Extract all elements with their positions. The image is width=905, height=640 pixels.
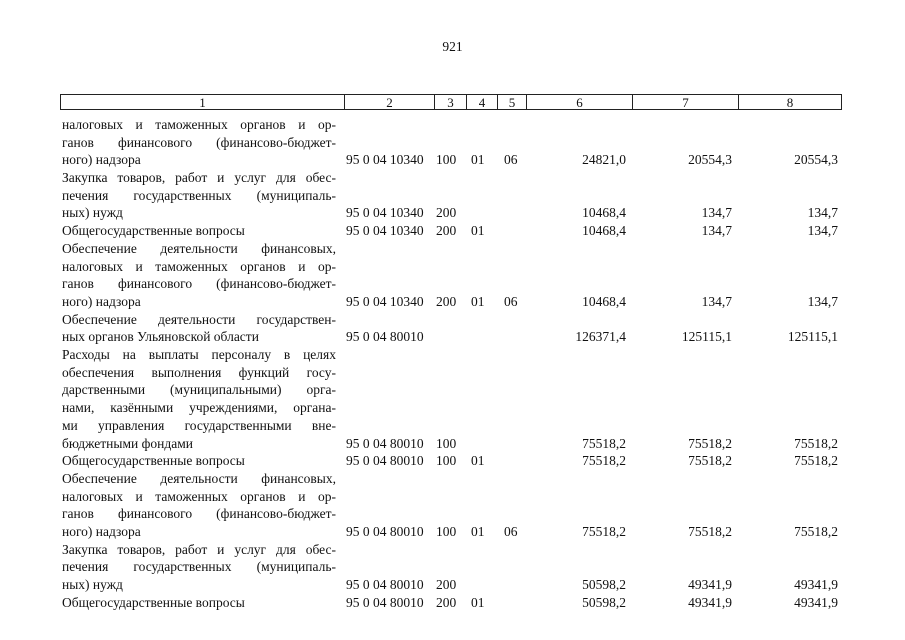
description-line: нами, казёнными учреждениями, органа- (62, 400, 336, 416)
amount-col-8: 75518,2 (794, 453, 838, 469)
section: 01 (471, 453, 485, 469)
header-col-7: 7 (633, 95, 739, 109)
description-line: Закупка товаров, работ и услуг для обес- (62, 170, 336, 186)
description-line: Общегосударственные вопросы (62, 594, 245, 610)
row-description (62, 346, 336, 452)
target-code: 95 0 04 10340 (346, 223, 424, 239)
header-col-4: 4 (467, 95, 498, 109)
section: 01 (471, 524, 485, 540)
table-row (0, 452, 905, 470)
table-row (0, 470, 905, 541)
amount-col-7: 75518,2 (688, 453, 732, 469)
row-description (62, 452, 336, 470)
target-code: 95 0 04 10340 (346, 152, 424, 168)
amount-col-7: 75518,2 (688, 435, 732, 451)
amount-col-7: 134,7 (701, 223, 732, 239)
expense-type: 100 (436, 435, 457, 451)
row-description (62, 470, 336, 541)
description-line: ганов финансового (финансово-бюджет- (62, 506, 336, 522)
expense-type: 100 (436, 152, 457, 168)
amount-col-8: 75518,2 (794, 435, 838, 451)
amount-col-7: 49341,9 (688, 594, 732, 610)
table-row (0, 594, 905, 612)
amount-col-7: 134,7 (701, 205, 732, 221)
expense-type: 100 (436, 524, 457, 540)
subsection: 06 (504, 524, 518, 540)
table-row (0, 169, 905, 222)
description-line: ных органов Ульяновской области (62, 329, 259, 345)
row-description (62, 116, 336, 169)
header-col-2: 2 (345, 95, 435, 109)
page-number: 921 (442, 39, 463, 54)
amount-col-8: 134,7 (807, 223, 838, 239)
amount-col-7: 20554,3 (688, 152, 732, 168)
target-code: 95 0 04 10340 (346, 293, 424, 309)
description-line: Общегосударственные вопросы (62, 223, 245, 239)
table-row (0, 222, 905, 240)
description-line: бюджетными фондами (62, 435, 193, 451)
header-col-1: 1 (61, 95, 345, 109)
amount-col-6: 10468,4 (582, 223, 626, 239)
description-line: ганов финансового (финансово-бюджет- (62, 134, 336, 150)
subsection: 06 (504, 152, 518, 168)
expense-type: 200 (436, 577, 457, 593)
section: 01 (471, 594, 485, 610)
description-line: налоговых и таможенных органов и ор- (62, 258, 336, 274)
description-line: ми управления государственными вне- (62, 417, 336, 433)
amount-col-7: 75518,2 (688, 524, 732, 540)
expense-type: 200 (436, 205, 457, 221)
expense-type: 100 (436, 453, 457, 469)
amount-col-6: 50598,2 (582, 594, 626, 610)
description-line: Закупка товаров, работ и услуг для обес- (62, 541, 336, 557)
row-description (62, 541, 336, 594)
description-line: ных) нужд (62, 577, 123, 593)
description-line: налоговых и таможенных органов и ор- (62, 117, 336, 132)
amount-col-7: 49341,9 (688, 577, 732, 593)
row-description (62, 222, 336, 240)
amount-col-8: 49341,9 (794, 577, 838, 593)
header-col-5: 5 (498, 95, 527, 109)
amount-col-8: 49341,9 (794, 594, 838, 610)
amount-col-6: 10468,4 (582, 293, 626, 309)
description-line: налоговых и таможенных органов и ор- (62, 488, 336, 504)
section: 01 (471, 293, 485, 309)
expense-type: 200 (436, 594, 457, 610)
description-line: ных) нужд (62, 205, 123, 221)
table-row (0, 541, 905, 594)
description-line: ного) надзора (62, 293, 141, 309)
description-line: ного) надзора (62, 524, 141, 540)
amount-col-6: 10468,4 (582, 205, 626, 221)
target-code: 95 0 04 10340 (346, 205, 424, 221)
description-line: обеспечения выполнения функций госу- (62, 364, 336, 380)
amount-col-6: 75518,2 (582, 435, 626, 451)
description-line: Обеспечение деятельности государствен- (62, 311, 336, 327)
section: 01 (471, 152, 485, 168)
amount-col-7: 134,7 (701, 293, 732, 309)
amount-col-8: 20554,3 (794, 152, 838, 168)
header-col-6: 6 (527, 95, 633, 109)
expense-type: 200 (436, 293, 457, 309)
section: 01 (471, 223, 485, 239)
table-row (0, 346, 905, 452)
amount-col-8: 134,7 (807, 293, 838, 309)
subsection: 06 (504, 293, 518, 309)
row-description (62, 240, 336, 311)
target-code: 95 0 04 80010 (346, 577, 424, 593)
amount-col-7: 125115,1 (681, 329, 732, 345)
target-code: 95 0 04 80010 (346, 524, 424, 540)
description-line: Обеспечение деятельности финансовых, (62, 240, 336, 256)
description-line: печения государственных (муниципаль- (62, 187, 336, 203)
description-line: Обеспечение деятельности финансовых, (62, 471, 336, 486)
description-line: Общегосударственные вопросы (62, 453, 245, 469)
table-row (0, 311, 905, 346)
expense-type: 200 (436, 223, 457, 239)
row-description (62, 594, 336, 612)
table-row (0, 240, 905, 311)
amount-col-6: 50598,2 (582, 577, 626, 593)
row-description (62, 311, 336, 346)
header-col-8: 8 (786, 95, 794, 110)
amount-col-6: 126371,4 (575, 329, 626, 345)
target-code: 95 0 04 80010 (346, 594, 424, 610)
description-line: дарственными (муниципальными) орга- (62, 382, 336, 398)
row-description (62, 169, 336, 222)
header-col-3: 3 (435, 95, 467, 109)
target-code: 95 0 04 80010 (346, 435, 424, 451)
amount-col-8: 125115,1 (787, 329, 838, 345)
amount-col-6: 75518,2 (582, 524, 626, 540)
description-line: ганов финансового (финансово-бюджет- (62, 276, 336, 292)
description-line: печения государственных (муниципаль- (62, 559, 336, 575)
description-line: Расходы на выплаты персоналу в целях (62, 347, 336, 363)
target-code: 95 0 04 80010 (346, 453, 424, 469)
description-line: ного) надзора (62, 152, 141, 168)
amount-col-6: 24821,0 (582, 152, 626, 168)
amount-col-6: 75518,2 (582, 453, 626, 469)
amount-col-8: 75518,2 (794, 524, 838, 540)
target-code: 95 0 04 80010 (346, 329, 424, 345)
table-row (0, 116, 905, 169)
amount-col-8: 134,7 (807, 205, 838, 221)
table-header (60, 94, 842, 110)
